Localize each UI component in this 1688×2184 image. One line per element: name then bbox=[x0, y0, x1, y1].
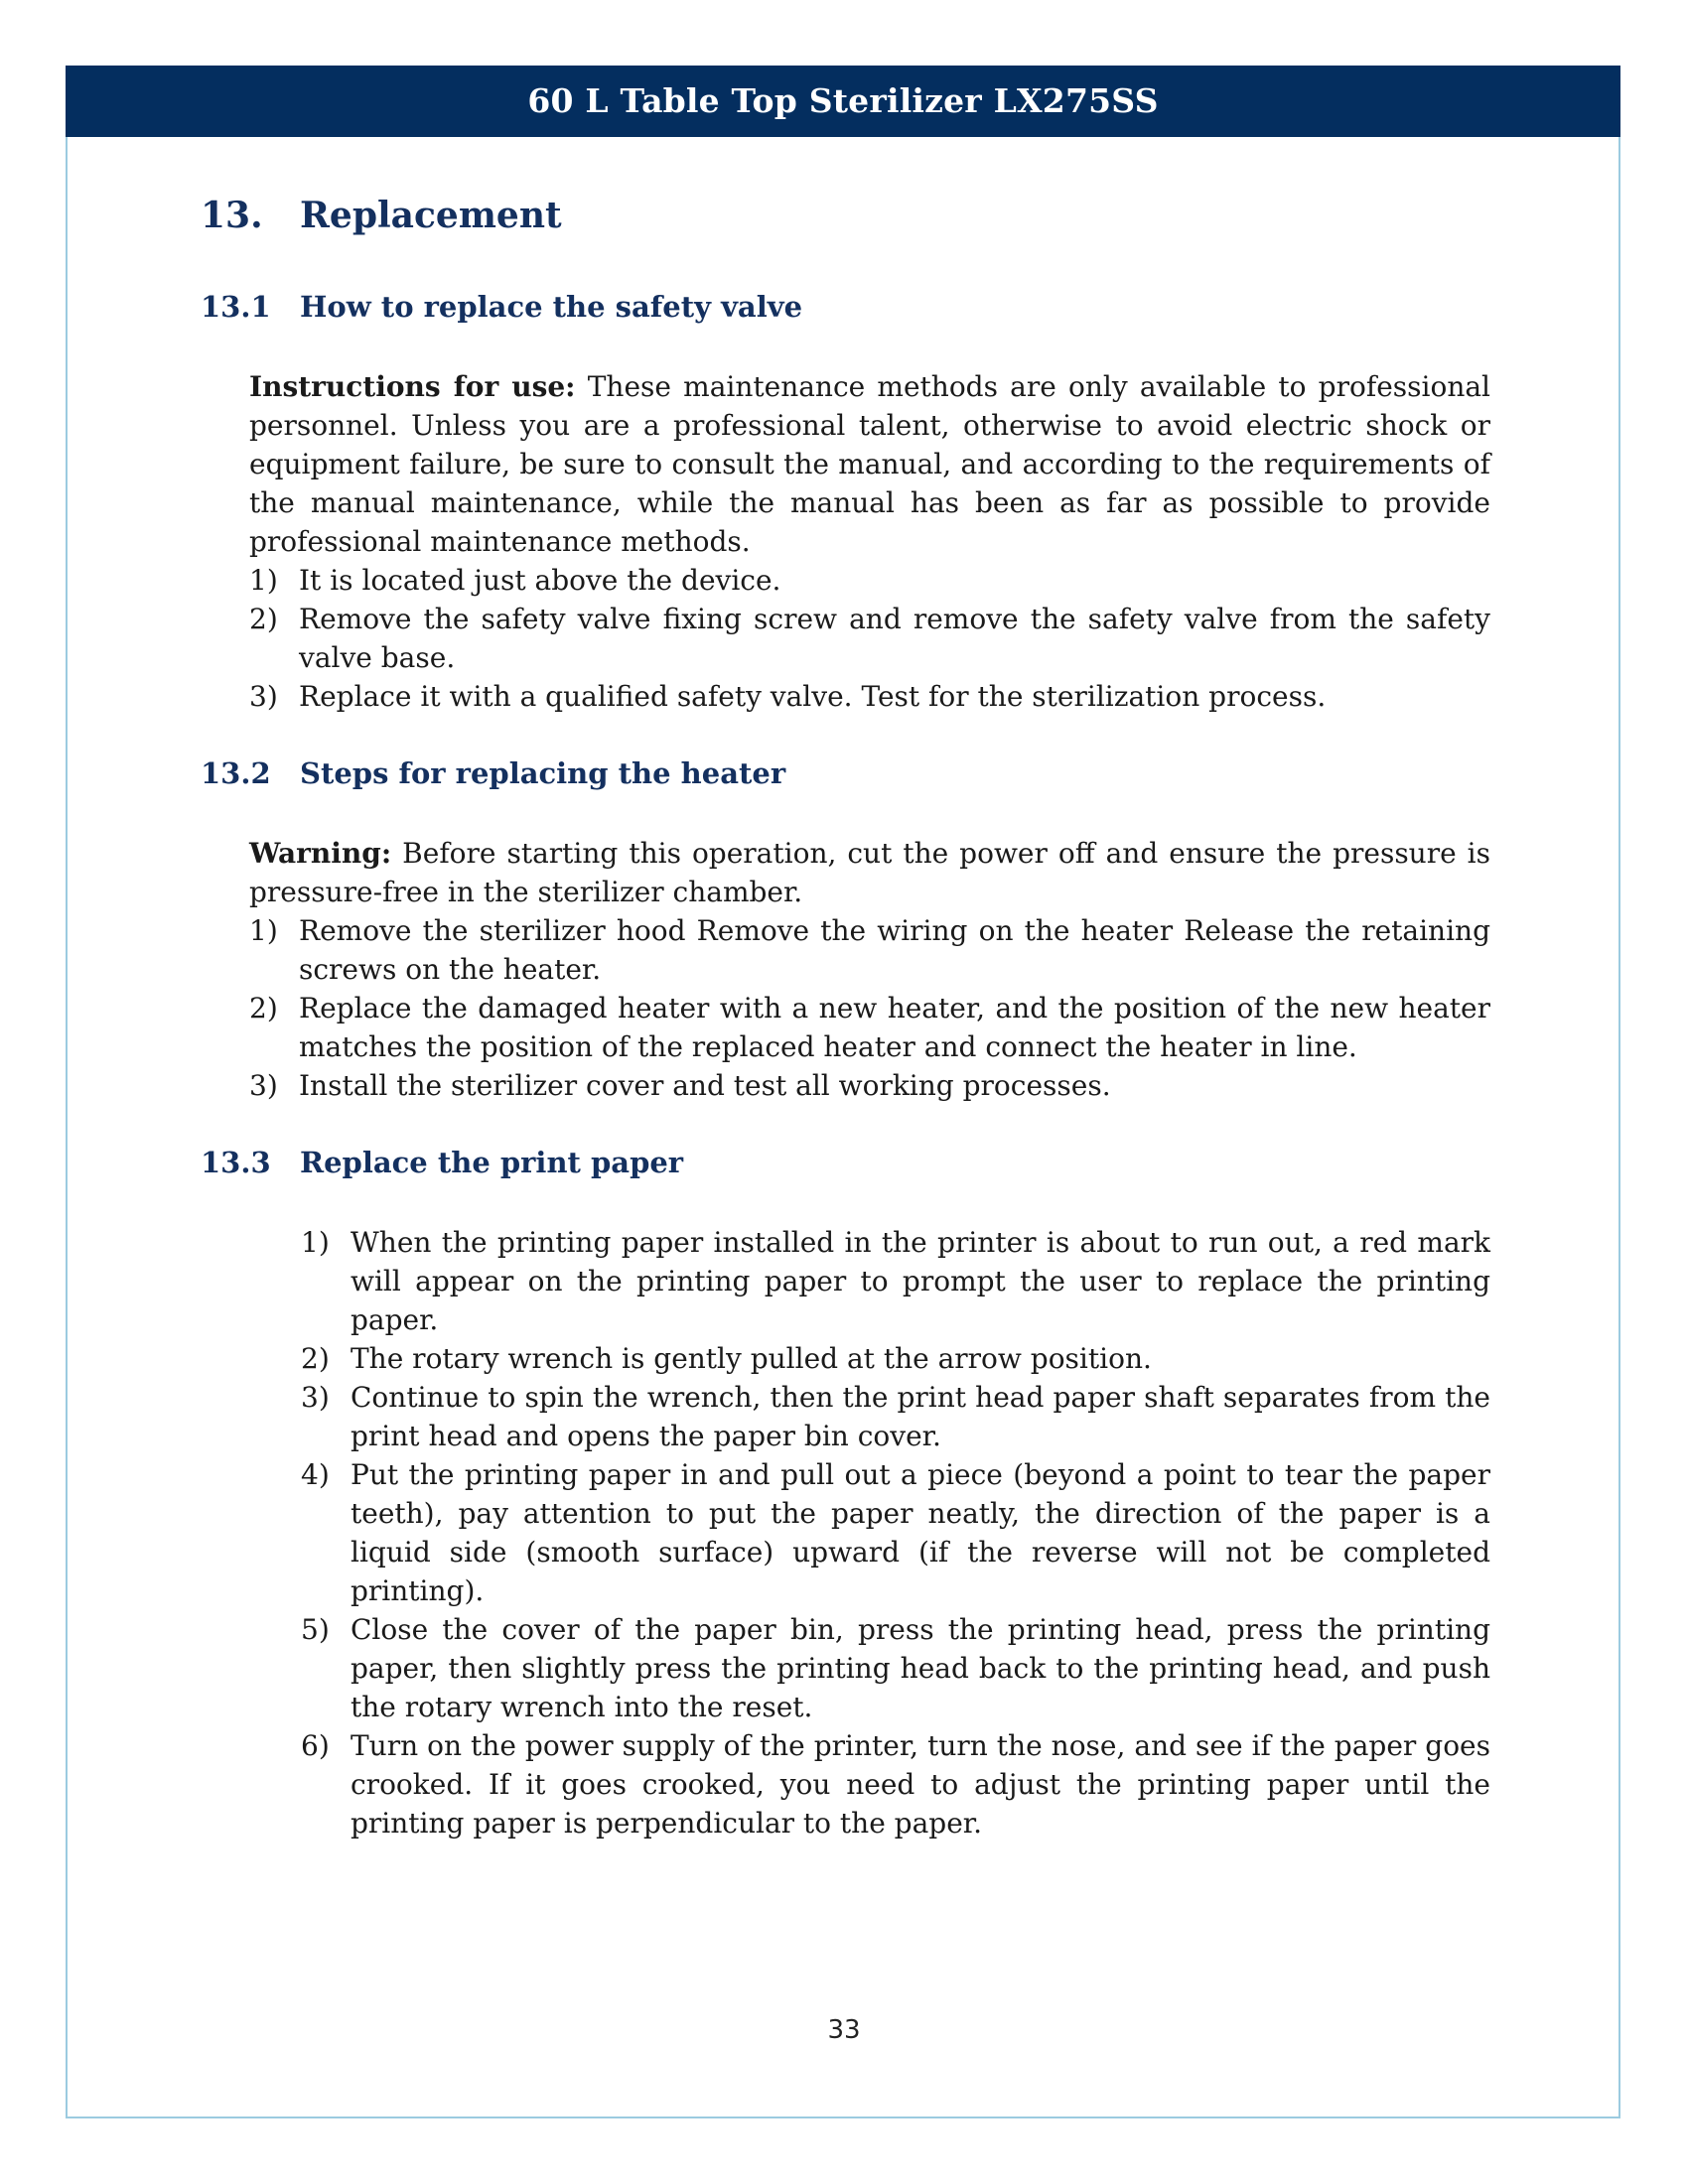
list-item bbox=[249, 989, 1490, 1066]
list-item-text: Remove the sterilizer hood Remove the wiring on the heater Release the retaining screws on the heater. bbox=[299, 914, 1490, 986]
print-paper-steps bbox=[301, 1223, 1490, 1843]
list-item-number: 3) bbox=[249, 680, 278, 713]
list-item-number: 3) bbox=[301, 1381, 330, 1414]
list-item-number: 1) bbox=[249, 564, 278, 597]
list-item bbox=[301, 1223, 1490, 1339]
list-item-number: 2) bbox=[249, 992, 278, 1024]
list-item-number: 6) bbox=[301, 1729, 330, 1762]
warning-paragraph bbox=[249, 834, 1490, 911]
list-item-text: Put the printing paper in and pull out a piece (beyond a point to tear the paper teeth), pay attention to put the paper neatly, the direction of the paper is a liquid side (smooth surface) upward (if the reverse will not be completed printing). bbox=[351, 1458, 1490, 1607]
list-item-text: Install the sterilizer cover and test all working processes. bbox=[299, 1069, 1111, 1102]
list-item-text: Close the cover of the paper bin, press the printing head, press the printing paper, then slightly press the printing head back to the printing head, and push the rotary wrench into the reset. bbox=[351, 1613, 1490, 1723]
warning-text: Before starting this operation, cut the power off and ensure the pressure is pressure-free in the sterilizer chamber. bbox=[249, 837, 1490, 908]
list-item-number: 2) bbox=[301, 1342, 330, 1375]
subsection-number: 13.3 bbox=[201, 1146, 271, 1179]
instructions-label: Instructions for use: bbox=[249, 370, 576, 403]
list-item bbox=[249, 561, 1490, 600]
subsection-heading-13-2 bbox=[201, 756, 785, 790]
list-item-text: Replace it with a qualified safety valve. Test for the sterilization process. bbox=[299, 680, 1327, 713]
heater-steps bbox=[249, 911, 1490, 1105]
list-item bbox=[249, 1066, 1490, 1105]
list-item-text: It is located just above the device. bbox=[299, 564, 781, 597]
document-title: 60 L Table Top Sterilizer LX275SS bbox=[527, 81, 1159, 120]
section-title: Replacement bbox=[300, 195, 562, 236]
list-item-number: 3) bbox=[249, 1069, 278, 1102]
instructions-paragraph bbox=[249, 367, 1490, 561]
list-item bbox=[301, 1726, 1490, 1843]
list-item-text: Remove the safety valve fixing screw and remove the safety valve from the safety valve base. bbox=[299, 603, 1490, 674]
list-item bbox=[301, 1339, 1490, 1378]
list-item bbox=[249, 600, 1490, 677]
subsection-heading-13-3 bbox=[201, 1146, 683, 1179]
document-header-banner bbox=[66, 66, 1620, 137]
list-item-text: Replace the damaged heater with a new heater, and the position of the new heater matches the position of the replaced heater and connect the heater in line. bbox=[299, 992, 1490, 1063]
page-number: 33 bbox=[827, 2015, 861, 2045]
safety-valve-steps bbox=[249, 561, 1490, 716]
subsection-title: Replace the print paper bbox=[300, 1146, 684, 1179]
list-item-number: 1) bbox=[301, 1226, 330, 1259]
list-item-number: 1) bbox=[249, 914, 278, 947]
instructions-text: These maintenance methods are only available to professional personnel. Unless you are a professional talent, otherwise to avoid electric shock or equipment failure, be sure to consult the manual, and according to the requirements of the manual maintenance, while the manual has been as far as possible to provide professional maintenance methods. bbox=[249, 370, 1491, 558]
subsection-number: 13.2 bbox=[201, 756, 271, 790]
warning-label: Warning: bbox=[249, 837, 392, 870]
section-number: 13. bbox=[201, 195, 263, 236]
list-item-text: Turn on the power supply of the printer, turn the nose, and see if the paper goes crooked. If it goes crooked, you need to adjust the printing paper until the printing paper is perpendicular to the paper. bbox=[351, 1729, 1490, 1840]
list-item-text: When the printing paper installed in the printer is about to run out, a red mark will appear on the printing paper to prompt the user to replace the printing paper. bbox=[351, 1226, 1490, 1336]
section-heading bbox=[201, 195, 562, 236]
subsection-title: Steps for replacing the heater bbox=[300, 756, 786, 790]
list-item-text: Continue to spin the wrench, then the print head paper shaft separates from the print head and opens the paper bin cover. bbox=[351, 1381, 1490, 1452]
subsection-heading-13-1 bbox=[201, 290, 802, 324]
subsection-number: 13.1 bbox=[201, 290, 271, 324]
list-item-number: 2) bbox=[249, 603, 278, 635]
list-item-text: The rotary wrench is gently pulled at the arrow position. bbox=[351, 1342, 1152, 1375]
list-item bbox=[301, 1610, 1490, 1726]
list-item bbox=[301, 1378, 1490, 1455]
list-item-number: 5) bbox=[301, 1613, 330, 1646]
list-item bbox=[301, 1455, 1490, 1610]
subsection-title: How to replace the safety valve bbox=[300, 290, 803, 324]
list-item-number: 4) bbox=[301, 1458, 330, 1491]
list-item bbox=[249, 677, 1490, 716]
list-item bbox=[249, 911, 1490, 989]
